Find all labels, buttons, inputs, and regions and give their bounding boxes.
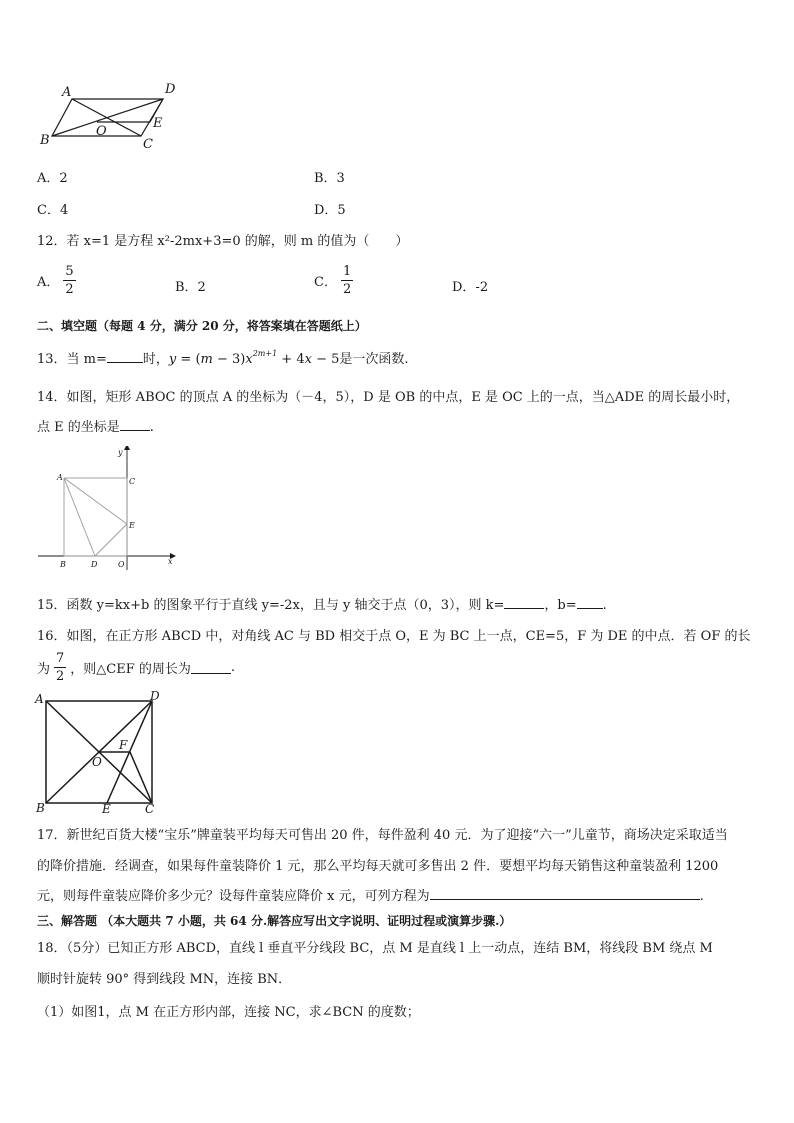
q13-formula-y: y — [168, 352, 177, 367]
section-answer-heading: 三、解答题 （本大题共 7 小题，共 64 分.解答应写出文字说明、证明过程或演算步骤.） — [37, 914, 512, 928]
q13-suffix: 是一次函数. — [339, 352, 409, 367]
q13-formula-x: x — [245, 352, 253, 367]
label-B: B — [40, 133, 50, 148]
q17-suffix: . — [699, 889, 704, 904]
q14-prefix: 点 E 的坐标是 — [37, 420, 120, 435]
section-fill-in-heading: 二、填空题（每题 4 分，满分 20 分，将答案填在答题纸上） — [37, 319, 367, 333]
q17-answer-blank[interactable] — [430, 887, 700, 900]
q13-formula-m: m — [200, 352, 213, 367]
q13-prefix: 13．当 m= — [37, 352, 107, 367]
axis-x-label: x — [168, 557, 173, 566]
q13-answer-blank[interactable] — [107, 350, 143, 363]
label-O: O — [92, 755, 102, 769]
fraction-numerator: 7 — [56, 651, 65, 666]
q18-line-3: （1）如图1，点 M 在正方形内部，连接 NC，求∠BCN 的度数； — [37, 1005, 420, 1020]
label-C: C — [129, 477, 136, 486]
q15-b-blank[interactable] — [577, 596, 603, 609]
label-D: D — [165, 82, 176, 97]
label-D: D — [150, 690, 160, 703]
parallelogram-figure — [36, 78, 186, 154]
fraction-numerator: 5 — [65, 264, 74, 279]
label-B: B — [60, 560, 66, 569]
q17-line-1: 17．新世纪百货大楼“宝乐”牌童装平均每天可售出 20 件，每件盈利 40 元．为了迎接“六一”儿童节，商场决定采取适当 — [37, 828, 728, 843]
q14-suffix: . — [149, 420, 154, 435]
label-B: B — [36, 801, 45, 815]
square-figure — [34, 690, 166, 816]
q16-mid: ，则△CEF 的周长为 — [70, 662, 191, 677]
fraction-numerator: 1 — [342, 264, 352, 279]
q11-option-b: B．3 — [314, 171, 345, 186]
q12-stem: 12．若 x=1 是方程 x²-2mx+3=0 的解，则 m 的值为（ ） — [37, 234, 409, 249]
label-E: E — [153, 116, 163, 131]
q15-line — [37, 594, 607, 613]
q14-answer-blank[interactable] — [120, 418, 150, 431]
q12-option-a-label: A． — [37, 275, 60, 290]
q12-option-a — [37, 265, 80, 296]
label-O: O — [118, 560, 125, 569]
q13-formula-part: = ( — [176, 352, 201, 367]
q12-option-d: D．-2 — [452, 280, 489, 295]
q17-prefix: 元，则每件童装应降价多少元？设每件童装应降价 x 元，可列方程为 — [37, 889, 430, 904]
q16-line-1: 16．如图，在正方形 ABCD 中，对角线 AC 与 BD 相交于点 O，E 为 BC 上一点，CE=5，F 为 DE 的中点．若 OF 的长 — [37, 629, 751, 644]
q17-line-2: 的降价措施．经调查，如果每件童装降价 1 元，那么平均每天就可多售出 2 件．要想平均每天销售这种童装盈利 1200 — [37, 859, 719, 874]
q18-line-2: 顺时针旋转 90° 得到线段 MN，连接 BN． — [37, 972, 292, 987]
q13-formula-part: + 4 — [277, 352, 305, 367]
q16-suffix: . — [230, 660, 236, 675]
label-F: F — [119, 738, 128, 752]
label-C: C — [143, 137, 153, 152]
q15-mid: ，b= — [544, 598, 577, 613]
q12-option-a-fraction — [63, 265, 75, 296]
q11-option-c: C．4 — [37, 203, 69, 218]
q11-option-d: D．5 — [314, 203, 346, 218]
label-C: C — [145, 802, 155, 816]
fraction-denominator: 2 — [65, 282, 74, 297]
q16-answer-blank[interactable] — [191, 661, 231, 674]
q13-exponent: 2m+1 — [252, 349, 278, 358]
fraction-denominator: 2 — [342, 282, 352, 297]
fraction-denominator: 2 — [56, 669, 65, 684]
q12-option-c — [314, 265, 357, 296]
q14-line-2 — [37, 416, 154, 435]
label-E: E — [102, 802, 111, 816]
label-D: D — [91, 560, 98, 569]
q15-k-blank[interactable] — [504, 596, 544, 609]
q15-suffix: . — [602, 598, 607, 613]
q16-line-2 — [37, 652, 235, 683]
label-O: O — [96, 124, 107, 139]
q15-prefix: 15．函数 y=kx+b 的图象平行于直线 y=-2x，且与 y 轴交于点（0，3），则 k= — [37, 598, 505, 613]
q13-formula-x: x — [304, 352, 312, 367]
label-E: E — [129, 521, 135, 530]
q18-line-1: 18．（5分）已知正方形 ABCD，直线 l 垂直平分线段 BC，点 M 是直线 l 上一动点，连结 BM，将线段 BM 绕点 M — [37, 941, 713, 956]
q14-line-1: 14．如图，矩形 ABOC 的顶点 A 的坐标为（－4，5），D 是 OB 的中点，E 是 OC 上的一点，当△ADE 的周长最小时， — [37, 390, 740, 405]
q12-option-c-fraction — [341, 265, 353, 296]
q13-formula-part: − 5 — [311, 352, 340, 367]
q17-line-3 — [37, 885, 704, 904]
q11-option-a: A．2 — [37, 171, 68, 186]
q13-line — [37, 348, 409, 367]
axis-y-label: y — [118, 448, 123, 457]
label-A: A — [57, 473, 63, 482]
q16-prefix: 为 — [37, 662, 51, 677]
q12-option-c-label: C． — [314, 275, 337, 290]
q13-mid: 时， — [142, 352, 169, 367]
q16-fraction — [54, 652, 66, 683]
q12-option-b: B．2 — [175, 280, 206, 295]
coordinate-figure — [34, 446, 179, 572]
q13-formula-part: − 3) — [212, 352, 246, 367]
label-A: A — [62, 85, 72, 100]
label-A: A — [35, 692, 44, 706]
